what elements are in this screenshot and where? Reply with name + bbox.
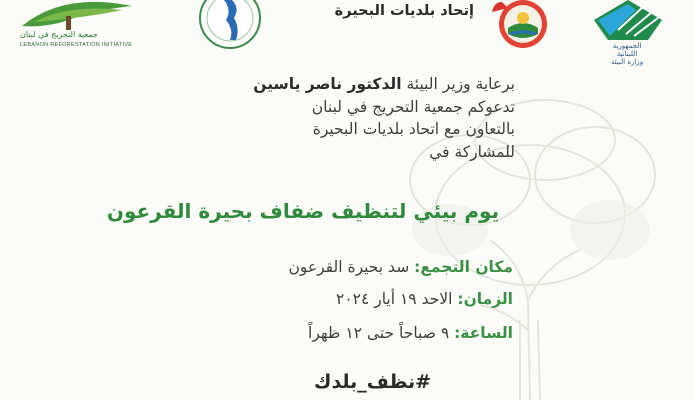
- lri-english-name: LEBANON REFORESTATION INITIATIVE: [20, 42, 133, 48]
- invitation-line-2: تدعوكم جمعية التحريج في لبنان: [311, 97, 515, 116]
- invitation-line-3: بالتعاون مع اتحاد بلديات البحيرة: [312, 120, 515, 138]
- event-date: [183, 290, 513, 308]
- invitation-text: [185, 73, 515, 163]
- ministry-name-line2: وزارة البيئة: [610, 58, 644, 66]
- cedar-tree-icon: [4, 0, 134, 34]
- patronage-text: برعاية وزير البيئة: [406, 75, 515, 93]
- meeting-place: [183, 258, 513, 276]
- ministry-name-line1: الجمهورية اللبنانية: [612, 42, 642, 58]
- event-date-label: الزمان:: [457, 290, 513, 308]
- meeting-place-label: مكان التجمع:: [414, 258, 513, 276]
- invitation-line-4: للمشاركة في: [429, 142, 515, 161]
- lri-logo: [4, 0, 134, 56]
- national-seal-logo: [196, 0, 264, 52]
- campaign-hashtag: #نظف_بلدك: [314, 371, 431, 393]
- ministry-of-environment-logo: [588, 0, 674, 66]
- ministry-name: [602, 42, 652, 66]
- event-title: يوم بيئي لتنظيف ضفاف بحيرة القرعون: [106, 199, 500, 223]
- union-title: إتحاد بلديات البحيرة: [334, 3, 474, 19]
- minister-name: الدكتور ناصر ياسين: [253, 75, 402, 93]
- event-time-value: ٩ صباحاً حتى ١٢ ظهراً: [308, 324, 450, 342]
- invitation-line-1: [185, 73, 515, 96]
- event-date-value: الاحد ١٩ أيار ٢٠٢٤: [335, 290, 453, 308]
- union-municipalities-emblem: [486, 0, 556, 50]
- meeting-place-value: سد بحيرة القرعون: [288, 258, 410, 276]
- event-time-label: الساعة:: [454, 324, 513, 342]
- lri-arabic-name: جمعية التحريج في لبنان: [20, 30, 98, 39]
- event-time: [183, 324, 513, 342]
